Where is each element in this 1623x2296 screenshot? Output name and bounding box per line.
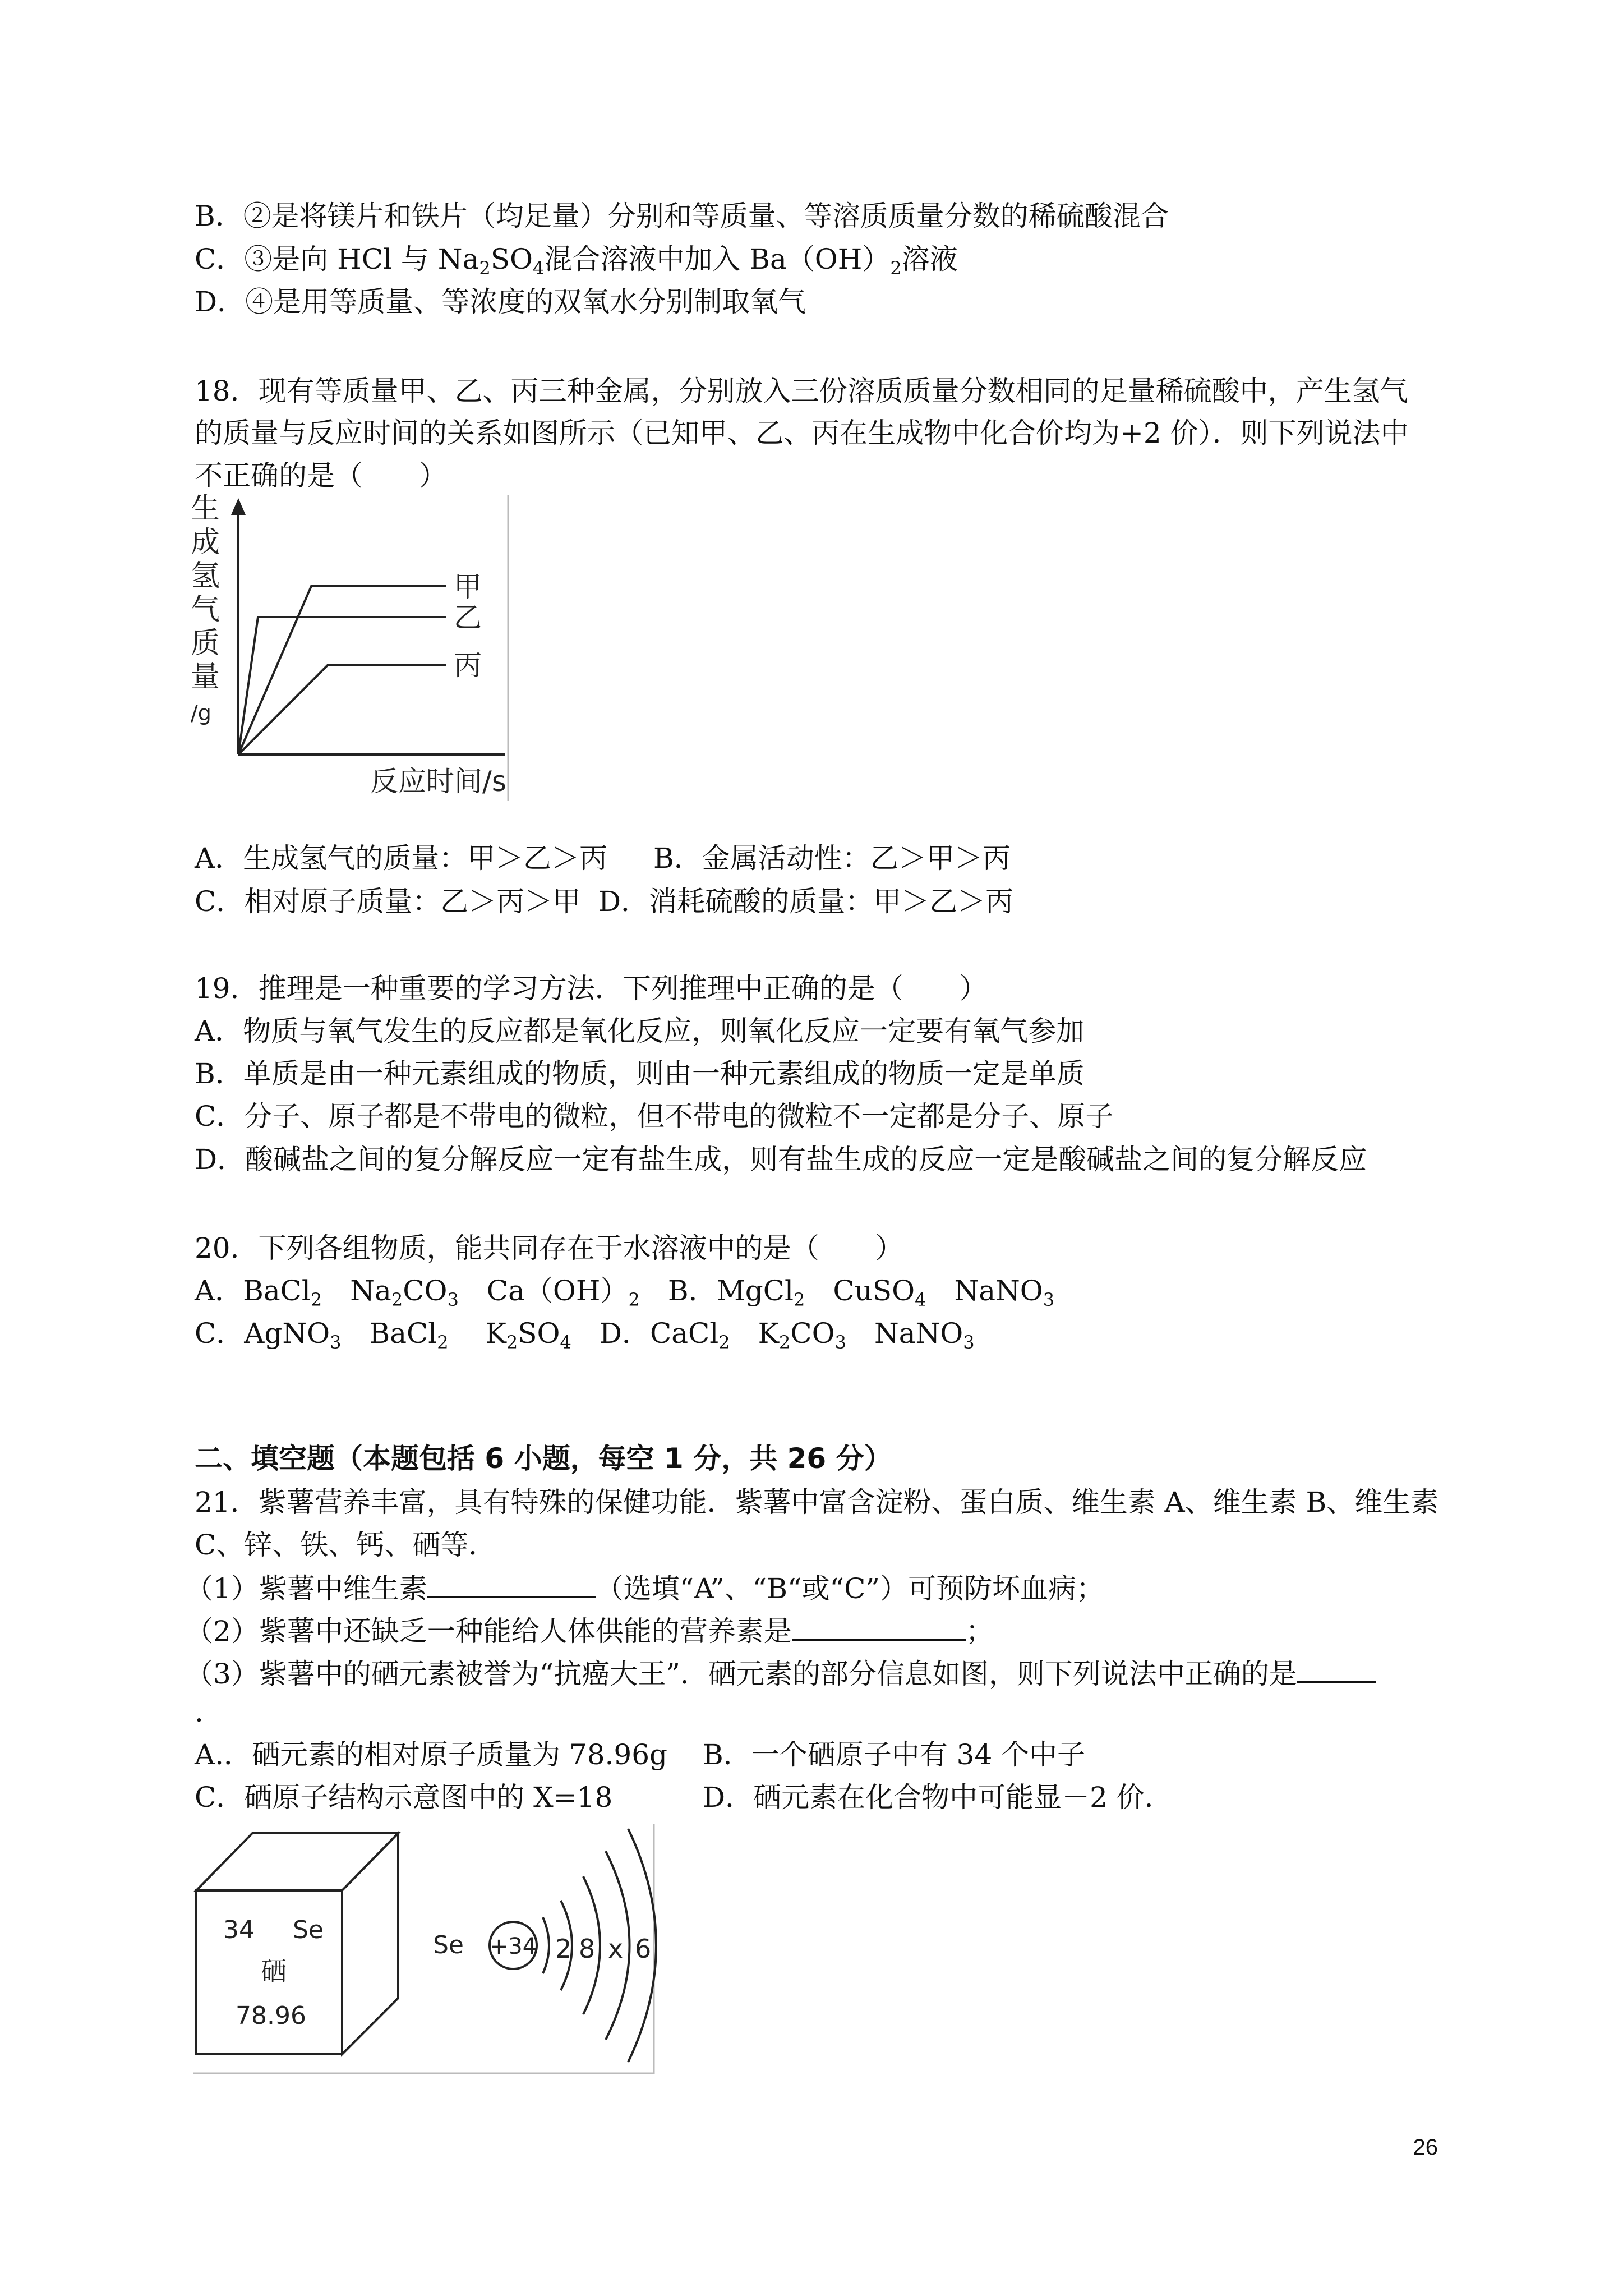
q19-option-b: B．单质是由一种元素组成的物质，则由一种元素组成的物质一定是单质 <box>195 1057 1085 1090</box>
q18-stem-line2: 的质量与反应时间的关系如图所示（已知甲、乙、丙在生成物中化合价均为+2 价）．则下列说法中 <box>195 417 1409 449</box>
element-name: 硒 <box>261 1956 287 1986</box>
y-axis-label-char: 生 <box>191 494 220 526</box>
y-axis-label-char: 气 <box>191 593 220 627</box>
q20-options-line1: A．BaCl$_2$ $Na_2CO_3$ $Ca(OH)_2$ B．MgCl$_2$ CuSO$_4$ NaNO$_3$ <box>195 1274 1055 1310</box>
series-label-2: 乙 <box>454 601 482 634</box>
answer-blank-2[interactable] <box>792 1614 966 1641</box>
q17-option-b: B．②是将镁片和铁片（均足量）分别和等质量、等溶质质量分数的稀硫酸混合 <box>195 200 1169 232</box>
q21-option-a: A.．硒元素的相对原子质量为 78.96g <box>195 1738 668 1771</box>
q17-option-c: C．③是向 HCl 与 $Na_2SO_4$混合溶液中加入 $Ba(OH)_2$溶液 <box>195 243 958 279</box>
q19-option-a: A．物质与氧气发生的反应都是氧化反应，则氧化反应一定要有氧气参加 <box>195 1015 1085 1047</box>
q21-option-c: C．硒原子结构示意图中的 X=18 <box>195 1781 613 1814</box>
atomic-number: 34 <box>223 1916 255 1944</box>
selenium-figure <box>191 1823 662 2076</box>
series-label-3: 丙 <box>454 649 482 682</box>
y-axis-label-char: 成 <box>191 526 220 559</box>
q21-stem-line1: 21．紫薯营养丰富，具有特殊的保健功能．紫薯中富含淀粉、蛋白质、维生素 A、维生素 B、维生素 <box>195 1486 1439 1519</box>
q21-stem-line2: C、锌、铁、钙、硒等． <box>195 1529 497 1561</box>
nuclear-charge: +34 <box>489 1934 537 1959</box>
q18-chart-svg <box>191 494 516 802</box>
q18-option-a: A．生成氢气的质量：甲＞乙＞丙 <box>195 842 608 875</box>
q21-option-b: B．一个硒原子中有 34 个中子 <box>703 1738 1086 1771</box>
shell-3-count: x <box>608 1934 624 1964</box>
q19-stem: 19．推理是一种重要的学习方法．下列推理中正确的是（ ） <box>195 972 988 1005</box>
series-line-1 <box>238 586 446 754</box>
y-axis-label-char: /g <box>191 701 211 725</box>
atom-symbol: Se <box>433 1931 464 1959</box>
shell-4-count: 6 <box>635 1934 652 1964</box>
q18-stem-line1: 18．现有等质量甲、乙、丙三种金属，分别放入三份溶质质量分数相同的足量稀硫酸中，产生氢气 <box>195 375 1408 407</box>
q19-option-d: D．酸碱盐之间的复分解反应一定有盐生成，则有盐生成的反应一定是酸碱盐之间的复分解反应 <box>195 1143 1367 1176</box>
q18-option-d: D．消耗硫酸的质量：甲＞乙＞丙 <box>598 885 1014 918</box>
q21-part2: （2）紫薯中还缺乏一种能给人体供能的营养素是 ； <box>185 1615 994 1648</box>
y-axis-label-char: 量 <box>191 660 220 694</box>
q17-option-d: D．④是用等质量、等浓度的双氧水分别制取氧气 <box>195 286 806 318</box>
q18-chart <box>191 494 516 802</box>
y-axis-label <box>191 494 220 725</box>
y-axis-label-char: 氢 <box>191 559 220 593</box>
series-line-2 <box>238 617 446 754</box>
page-number: 26 <box>1413 2135 1438 2160</box>
section-title: 二、填空题（本题包括 6 小题，每空 1 分，共 26 分） <box>195 1442 892 1475</box>
element-symbol: Se <box>293 1916 324 1944</box>
q20-stem: 20．下列各组物质，能共同存在于水溶液中的是（ ） <box>195 1232 903 1264</box>
y-axis-label-char: 质 <box>191 627 220 660</box>
shell-2-count: 8 <box>579 1934 596 1964</box>
answer-blank-1[interactable] <box>427 1571 596 1598</box>
series-line-3 <box>238 665 446 754</box>
q19-option-c: C．分子、原子都是不带电的微粒，但不带电的微粒不一定都是分子、原子 <box>195 1100 1114 1133</box>
q18-option-c: C．相对原子质量：乙＞丙＞甲 <box>195 885 581 918</box>
y-axis-arrow <box>231 498 246 515</box>
q20-options-line2: C．AgNO$_3$ BaCl$_2$ $K_2SO_4$ D．CaCl$_2$ $K_2CO_3$ NaNO$_3$ <box>195 1317 975 1353</box>
x-axis-label: 反应时间/s <box>370 765 506 798</box>
q21-part1: （1）紫薯中维生素 （选填“A”、“B“或“C”）可预防坏血病； <box>185 1572 1104 1605</box>
atomic-mass: 78.96 <box>236 2001 306 2030</box>
answer-blank-3[interactable] <box>1297 1657 1376 1683</box>
series-label-1: 甲 <box>454 570 482 603</box>
q18-stem-line3: 不正确的是（ ） <box>195 459 447 492</box>
q18-option-b: B．金属活动性：乙＞甲＞丙 <box>653 842 1011 875</box>
q21-option-d: D．硒元素在化合物中可能显－2 价． <box>703 1781 1173 1814</box>
q21-part3-dot: . <box>195 1696 204 1728</box>
q21-part3: （3）紫薯中的硒元素被誉为“抗癌大王”．硒元素的部分信息如图，则下列说法中正确的是 <box>185 1656 1376 1692</box>
shell-1-count: 2 <box>555 1934 572 1964</box>
